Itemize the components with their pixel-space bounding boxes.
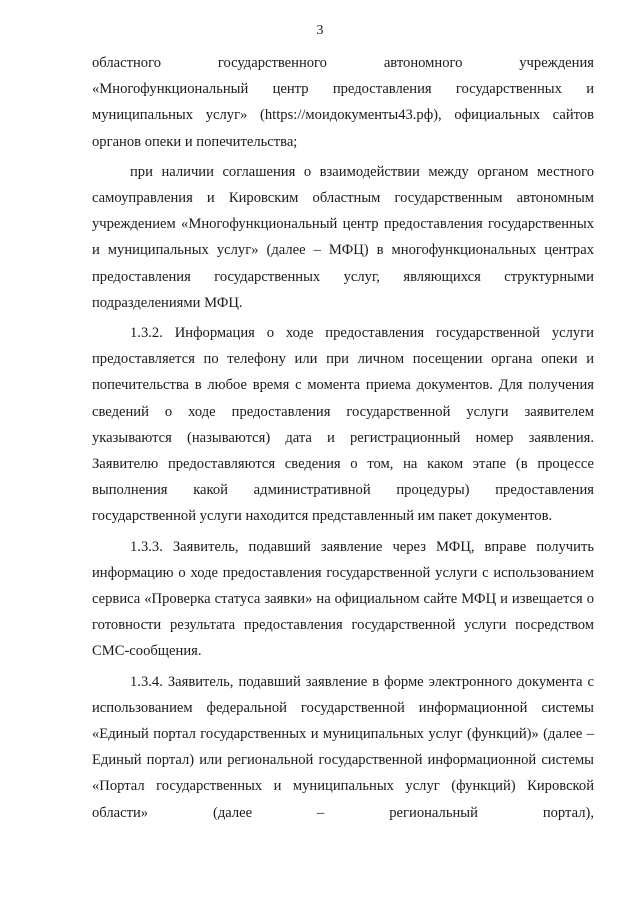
page-number: 3 (316, 23, 324, 38)
paragraph-1-3-2: 1.3.2. Информация о ходе предоставления государственной услуги предоставляется по телефону или при личном посещении органа опеки и попечительства в любое время с момента приема документов. Для получения сведений о ходе предоставления государственной услуги заявителем указываются (называются) дата и регистрационный номер заявления. Заявителю предоставляются сведения о том, на каком этапе (в процессе выполнения какой административной процедуры) предоставления государственной услуги находится представленный им пакет документов. (92, 325, 594, 525)
paragraph-continuation: областного государственного автономного учреждения «Многофункциональный центр предоставления государственных и муниципальных услуг» (https://моидокументы43.рф), официальных сайтов органов опеки и попечительства; (92, 55, 594, 150)
paragraph-1-3-4: 1.3.4. Заявитель, подавший заявление в форме электронного документа с использованием федеральной государственной информационной системы «Единый портал государственных и муниципальных услуг (функций)» (далее – Единый портал) или региональной государственной информационной системы «Портал государственных и муниципальных услуг (функций) Кировской области» (далее – региональный портал), (92, 673, 594, 821)
document-body (92, 50, 594, 826)
paragraph-1-3-3: 1.3.3. Заявитель, подавший заявление через МФЦ, вправе получить информацию о ходе предоставления государственной услуги с использованием сервиса «Проверка статуса заявки» на официальном сайте МФЦ и извещается о готовности результата предоставления государственной услуги посредством СМС-сообщения. (92, 538, 594, 660)
paragraph-mfc-agreement: при наличии соглашения о взаимодействии между органом местного самоуправления и Кировским областным государственным автономным учреждением «Многофункциональный центр предоставления государственных и муниципальных услуг» (далее – МФЦ) в многофункциональных центрах предоставления государственных услуг, являющихся структурными подразделениями МФЦ. (92, 163, 594, 311)
